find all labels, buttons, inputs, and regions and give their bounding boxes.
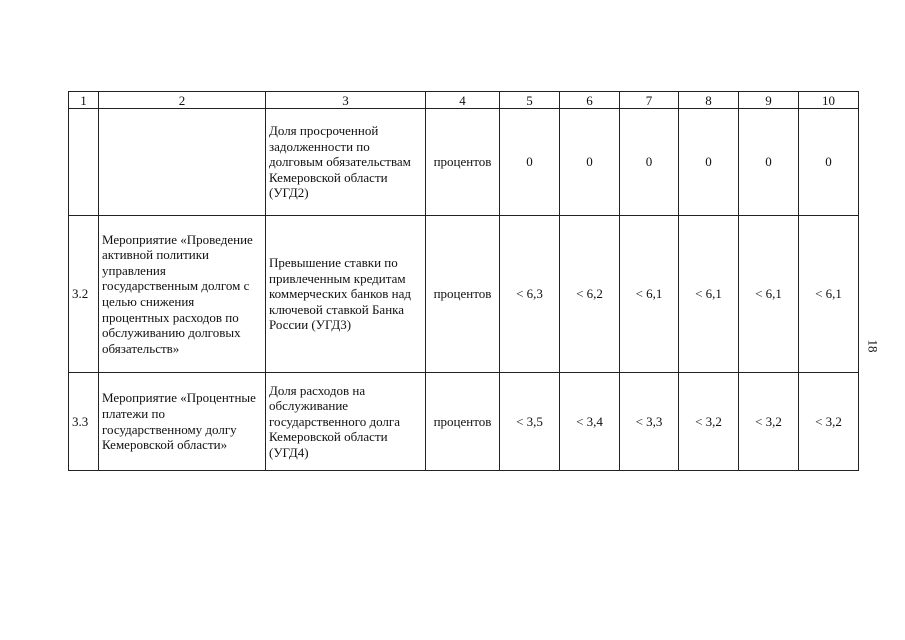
unit-cell: процентов [426,109,500,216]
value-cell: < 3,2 [739,373,799,471]
header-cell: 3 [266,92,426,109]
value-cell: < 6,1 [739,216,799,373]
event-cell: Мероприятие «Процентные платежи по государственному долгу Кемеровской области» [99,373,266,471]
value-cell: 0 [799,109,859,216]
unit-cell: процентов [426,216,500,373]
value-cell: < 3,5 [500,373,560,471]
value-cell: 0 [500,109,560,216]
value-cell: < 6,1 [679,216,739,373]
header-cell: 4 [426,92,500,109]
unit-cell: процентов [426,373,500,471]
page-number: 18 [865,339,881,353]
value-cell: < 6,3 [500,216,560,373]
header-cell: 1 [69,92,99,109]
header-cell: 2 [99,92,266,109]
value-cell: < 6,1 [799,216,859,373]
value-cell: 0 [739,109,799,216]
value-cell: < 6,2 [560,216,620,373]
header-cell: 10 [799,92,859,109]
table-row [69,109,859,216]
indicator-cell: Превышение ставки по привлеченным кредитам коммерческих банков над ключевой ставкой Банка России (УГД3) [266,216,426,373]
header-cell: 6 [560,92,620,109]
value-cell: < 3,4 [560,373,620,471]
value-cell: < 6,1 [620,216,679,373]
table-row [69,216,859,373]
event-cell: Мероприятие «Проведение активной политики управления государственным долгом с целью снижения процентных расходов по обслуживанию долговых обязательств» [99,216,266,373]
event-cell [99,109,266,216]
header-row [69,92,859,109]
header-cell: 9 [739,92,799,109]
row-number [69,109,99,216]
header-cell: 7 [620,92,679,109]
header-cell: 8 [679,92,739,109]
header-cell: 5 [500,92,560,109]
row-number: 3.3 [69,373,99,471]
indicators-table [68,91,859,471]
value-cell: 0 [679,109,739,216]
row-number: 3.2 [69,216,99,373]
value-cell: 0 [560,109,620,216]
indicator-cell: Доля просроченной задолженности по долговым обязательствам Кемеровской области (УГД2) [266,109,426,216]
value-cell: 0 [620,109,679,216]
indicator-cell: Доля расходов на обслуживание государственного долга Кемеровской области (УГД4) [266,373,426,471]
table-row [69,373,859,471]
value-cell: < 3,2 [799,373,859,471]
value-cell: < 3,3 [620,373,679,471]
value-cell: < 3,2 [679,373,739,471]
